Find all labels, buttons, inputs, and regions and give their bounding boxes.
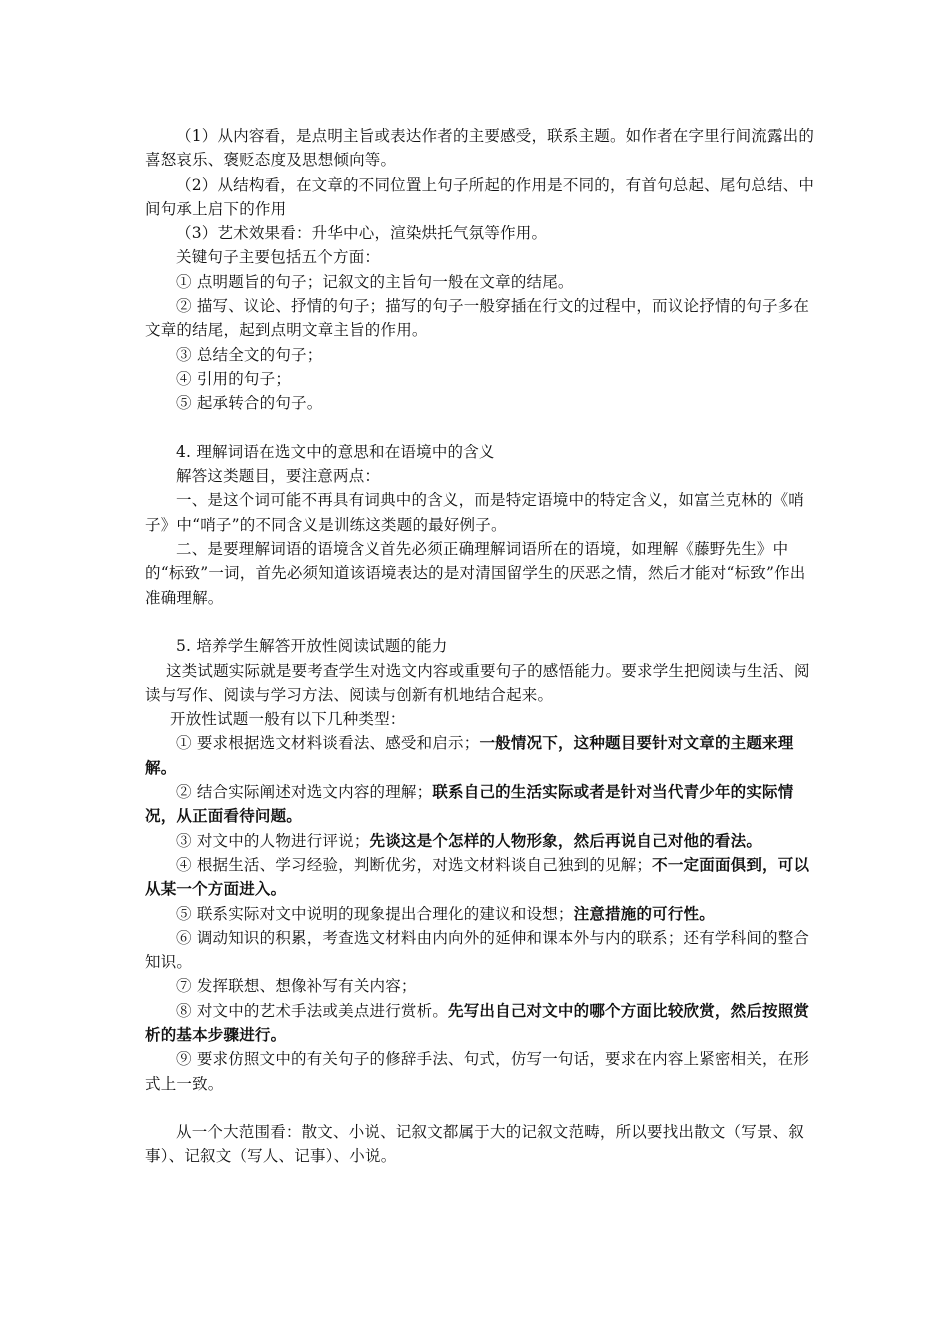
item-text: ② 结合实际阐述对选文内容的理解；: [176, 783, 433, 802]
list-item: ⑥ 调动知识的积累，考查选文材料由内向外的延伸和课本外与内的联系；还有学科间的整合知识。: [145, 928, 810, 972]
item-text: ③ 对文中的人物进行评说；: [176, 831, 370, 850]
list-item: ④ 引用的句子；: [176, 369, 292, 388]
paragraph: 这类试题实际就是要考查学生对选文内容或重要句子的感悟能力。要求学生把阅读与生活、阅读与写作、阅读与学习方法、阅读与创新有机地结合起来。: [145, 661, 810, 704]
paragraph: （3）艺术效果看：升华中心，渲染烘托气氛等作用。: [176, 224, 548, 243]
paragraph: （2）从结构看，在文章的不同位置上句子所起的作用是不同的，有首句总起、尾句总结、中间句承上启下的作用: [145, 175, 815, 218]
paragraph: 从一个大范围看：散文、小说、记叙文都属于大的记叙文范畴，所以要找出散文（写景、叙事）、记叙文（写人、记事）、小说。: [145, 1123, 805, 1166]
list-item: [145, 902, 815, 926]
paragraph: 解答这类题目，要注意两点：: [176, 467, 381, 486]
item-emphasis: 不一定面面俱到，可以从某一个方面进入。: [145, 855, 810, 899]
item-emphasis: 先写出自己对文中的哪个方面比较欣赏，然后按照赏析的基本步骤进行。: [145, 1001, 810, 1044]
spacer: [145, 1096, 815, 1120]
list-item: ③ 总结全文的句子；: [176, 345, 323, 364]
spacer: [145, 610, 815, 634]
list-item: ⑦ 发挥联想、想像补写有关内容；: [176, 977, 417, 996]
item-emphasis: 一般情况下，这种题目要针对文章的主题来理解。: [145, 734, 794, 777]
list-item: ① 点明题旨的句子；记叙文的主旨句一般在文章的结尾。: [176, 272, 574, 291]
list-item: ⑨ 要求仿照文中的有关句子的修辞手法、句式，仿写一句话，要求在内容上紧密相关，在形式上一致。: [145, 1050, 810, 1093]
item-text: ① 要求根据选文材料谈看法、感受和启示；: [176, 734, 480, 753]
document-body: [145, 124, 815, 1169]
paragraph: （1）从内容看，是点明主旨或表达作者的主要感受，联系主题。如作者在字里行间流露出的喜怒哀乐、褒贬态度及思想倾向等。: [145, 127, 815, 170]
list-item: ② 描写、议论、抒情的句子；描写的句子一般穿插在行文的过程中，而议论抒情的句子多在文章的结尾，起到点明文章主旨的作用。: [145, 297, 810, 340]
section-heading: 4. 理解词语在选文中的意思和在语境中的含义: [176, 442, 495, 461]
item-emphasis: 先谈这是个怎样的人物形象，然后再说自己对他的看法。: [369, 831, 763, 850]
item-emphasis: 注意措施的可行性。: [573, 904, 715, 923]
paragraph: 关键句子主要包括五个方面：: [176, 248, 381, 267]
item-text: ④ 根据生活、学习经验，判断优劣，对选文材料谈自己独到的见解；: [176, 855, 653, 874]
item-text: ⑤ 联系实际对文中说明的现象提出合理化的建议和设想；: [176, 904, 574, 923]
item-emphasis: 联系自己的生活实际或者是针对当代青少年的实际情况，从正面看待问题。: [145, 783, 794, 826]
item-text: ⑧ 对文中的艺术手法或美点进行赏析。: [176, 1001, 449, 1020]
paragraph: 一、是这个词可能不再具有词典中的含义，而是特定语境中的特定含义，如富兰克林的《哨子》中“哨子”的不同含义是训练这类题的最好例子。: [145, 491, 805, 534]
list-item: [145, 999, 815, 1048]
paragraph: 二、是要理解词语的语境含义首先必须正确理解词语所在的语境，如理解《藤野先生》中的“标致”一词，首先必须知道该语境表达的是对清国留学生的厌恶之情，然后才能对“标致”作出准确理解。: [145, 540, 806, 607]
list-item: [145, 780, 815, 829]
list-item: [145, 731, 815, 780]
paragraph: 开放性试题一般有以下几种类型：: [170, 710, 406, 729]
spacer: [145, 416, 815, 440]
list-item: ⑤ 起承转合的句子。: [176, 394, 323, 413]
list-item: [145, 829, 815, 853]
section-heading: 5. 培养学生解答开放性阅读试题的能力: [176, 637, 448, 656]
list-item: [145, 853, 815, 902]
